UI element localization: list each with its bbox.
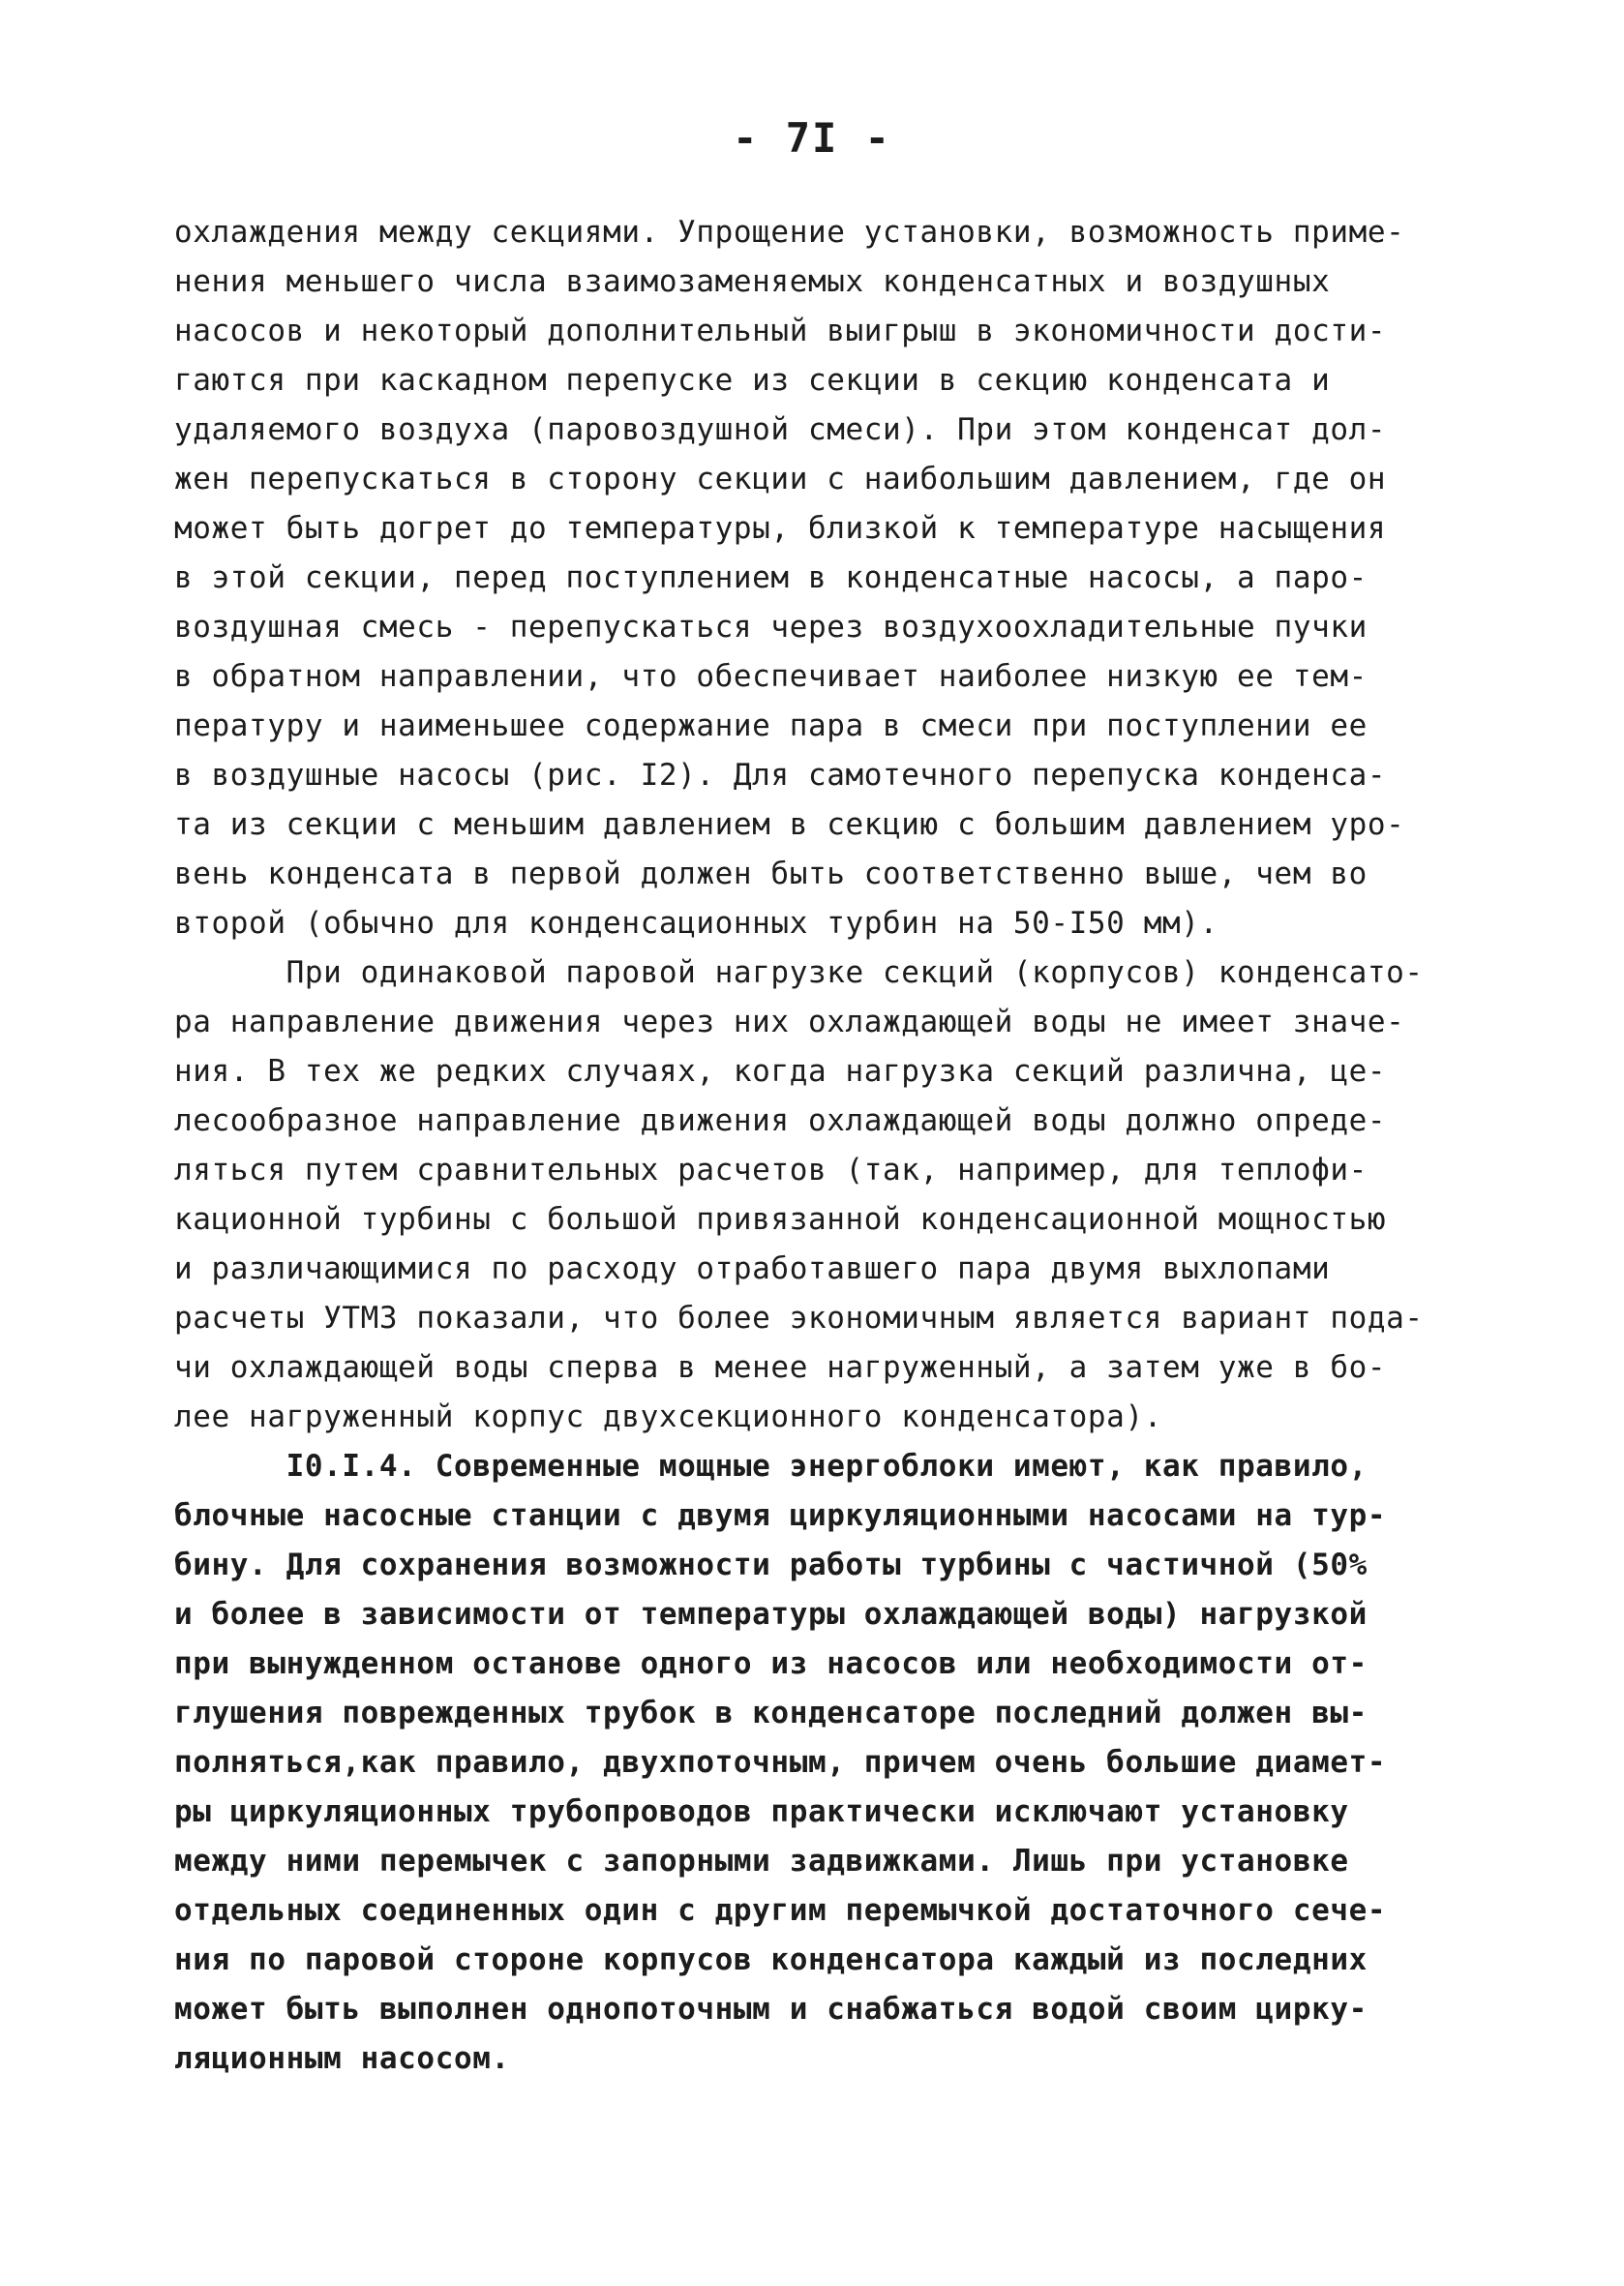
text-line: при вынужденном останове одного из насосов или необходимости от- bbox=[174, 1646, 1368, 1681]
text-line: та из секции с меньшим давлением в секцию с большим давлением уро- bbox=[174, 807, 1405, 842]
text-line: При одинаковой паровой нагрузке секций (корпусов) конденсато- bbox=[174, 955, 1424, 990]
text-line: лесообразное направление движения охлаждающей воды должно опреде- bbox=[174, 1103, 1387, 1138]
text-line: воздушная смесь - перепускаться через воздухоохладительные пучки bbox=[174, 610, 1368, 645]
text-line: глушения поврежденных трубок в конденсаторе последний должен вы- bbox=[174, 1696, 1368, 1730]
text-line: и различающимися по расходу отработавшего пара двумя выхлопами bbox=[174, 1251, 1331, 1286]
text-line: в обратном направлении, что обеспечивает наиболее низкую ее тем- bbox=[174, 659, 1368, 694]
text-line: кационной турбины с большой привязанной конденсационной мощностью bbox=[174, 1202, 1387, 1237]
text-line: удаляемого воздуха (паровоздушной смеси). При этом конденсат дол- bbox=[174, 412, 1387, 447]
text-line: пературу и наименьшее содержание пара в смеси при поступлении ее bbox=[174, 708, 1368, 743]
text-line: жен перепускаться в сторону секции с наибольшим давлением, где он bbox=[174, 462, 1387, 496]
text-line: нения меньшего числа взаимозаменяемых конденсатных и воздушных bbox=[174, 264, 1331, 299]
document-body bbox=[174, 208, 1519, 2084]
text-line: ры циркуляционных трубопроводов практически исключают установку bbox=[174, 1794, 1349, 1829]
text-line: ляционным насосом. bbox=[174, 2041, 510, 2076]
text-line: гаются при каскадном перепуске из секции в секцию конденсата и bbox=[174, 363, 1331, 398]
text-line: и более в зависимости от температуры охлаждающей воды) нагрузкой bbox=[174, 1597, 1368, 1632]
text-line: чи охлаждающей воды сперва в менее нагруженный, а затем уже в бо- bbox=[174, 1350, 1387, 1385]
text-line: ния по паровой стороне корпусов конденсатора каждый из последних bbox=[174, 1942, 1368, 1977]
text-line: может быть догрет до температуры, близкой к температуре насыщения bbox=[174, 511, 1387, 546]
text-line: бину. Для сохранения возможности работы турбины с частичной (50% bbox=[174, 1548, 1368, 1582]
page-number: - 7I - bbox=[733, 114, 891, 162]
text-line: между ними перемычек с запорными задвижками. Лишь при установке bbox=[174, 1844, 1349, 1879]
text-line: вень конденсата в первой должен быть соответственно выше, чем во bbox=[174, 857, 1368, 891]
text-line: отдельных соединенных один с другим перемычкой достаточного сече- bbox=[174, 1893, 1387, 1928]
text-line: охлаждения между секциями. Упрощение установки, возможность приме- bbox=[174, 215, 1405, 250]
text-line: ляться путем сравнительных расчетов (так, например, для теплофи- bbox=[174, 1153, 1368, 1188]
text-line: полняться,как правило, двухпоточным, причем очень большие диамет- bbox=[174, 1745, 1387, 1780]
text-line: блочные насосные станции с двумя циркуляционными насосами на тур- bbox=[174, 1498, 1387, 1533]
text-line: насосов и некоторый дополнительный выигрыш в экономичности дости- bbox=[174, 314, 1387, 348]
text-line: лее нагруженный корпус двухсекционного конденсатора). bbox=[174, 1399, 1162, 1434]
text-line: может быть выполнен однопоточным и снабжаться водой своим цирку- bbox=[174, 1992, 1368, 2027]
text-line: в воздушные насосы (рис. I2). Для самотечного перепуска конденса- bbox=[174, 758, 1387, 793]
text-line: I0.I.4. Современные мощные энергоблоки имеют, как правило, bbox=[174, 1449, 1368, 1484]
text-line: в этой секции, перед поступлением в конденсатные насосы, а паро- bbox=[174, 560, 1368, 595]
text-line: расчеты УТМЗ показали, что более экономичным является вариант пода- bbox=[174, 1301, 1424, 1336]
text-line: ра направление движения через них охлаждающей воды не имеет значе- bbox=[174, 1005, 1405, 1039]
text-line: ния. В тех же редких случаях, когда нагрузка секций различна, це- bbox=[174, 1054, 1387, 1089]
text-line: второй (обычно для конденсационных турбин на 50-I50 мм). bbox=[174, 906, 1218, 941]
